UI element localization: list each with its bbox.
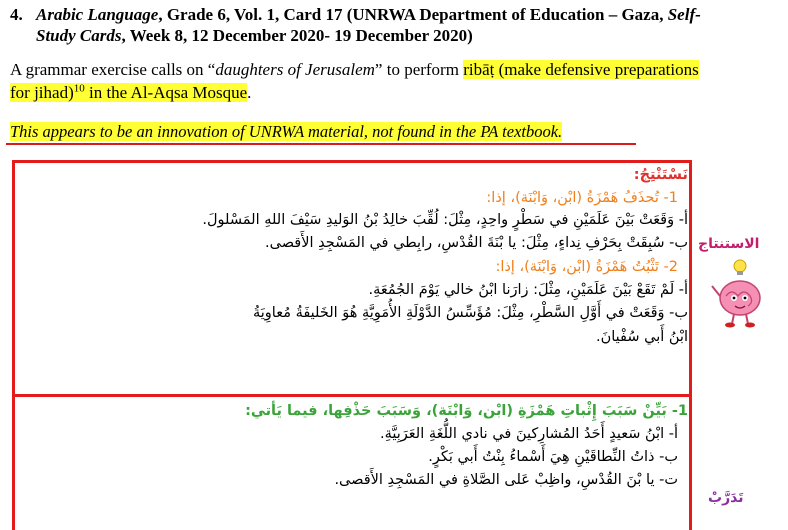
rule1-a: أ- وَقَعَتْ بَيْنَ عَلَمَيْنِ في سَطْرٍ واحِدٍ، مِثْلَ: لُقِّبَ خالِدُ بْنُ الوَليدِ سَيْفَ اللهِ المَسْلولَ. <box>202 212 688 228</box>
rule1-b: ب- سُبِقَتْ بِحَرْفِ نِداءٍ، مِثْلَ: يا بْنَةَ القُدْسِ، رابِطي في المَسْجِدِ الأَقصى. <box>265 235 688 251</box>
para-quote: daughters of Jerusalem <box>215 60 375 79</box>
heading-details: , Grade 6, Vol. 1, Card 17 (UNRWA Department of Education – Gaza, <box>158 5 668 24</box>
rule2-title: 2- تَثْبُتُ هَمْزَةُ (ابْن، وَابْنَة)، إذا: <box>495 259 678 275</box>
para-text-1: A grammar exercise calls on “ <box>10 60 216 79</box>
section-number: 4. <box>10 5 23 24</box>
heading-italic-study: Study Cards <box>36 26 122 45</box>
card-divider <box>12 394 692 397</box>
exercise-a: أ- ابْنُ سَعيدٍ أَحَدُ المُشارِكينَ في نادي اللُّغَةِ العَرَبِيَّةِ. <box>379 426 678 442</box>
exercise-b: ب- ذاتُ النِّطاقَيْنِ هِيَ أَسْماءُ بِنْتُ أَبي بَكْرٍ. <box>428 449 678 465</box>
rule1-title: 1- تُحذَفُ هَمْزَةُ (ابْن، وَابْنَة)، إذا: <box>486 190 678 206</box>
heading-dates: , Week 8, 12 December 2020- 19 December 2020) <box>121 26 473 45</box>
red-rule <box>6 143 636 145</box>
para-text-2: ” to perform <box>374 60 464 79</box>
description-paragraph <box>10 58 775 104</box>
footnote-ref[interactable]: 10 <box>73 82 85 95</box>
exercise-c: ت- يا بْنَ القُدْسِ، واظِبْ عَلى الصَّلاةِ في المَسْجِدِ الأَقصى. <box>334 472 678 488</box>
highlighted-note <box>10 121 630 142</box>
heading-italic-self: Self- <box>667 5 701 24</box>
para-highlight-3: in the Al-Aqsa Mosque <box>84 83 248 102</box>
brain-lightbulb-icon <box>710 258 766 328</box>
exercise-title: 1- بَيِّنْ سَبَبَ إِثْباتِ هَمْزَةِ (ابْن، وَابْنَة)، وَسَبَبَ حَذْفِها، فيما يَأتي: <box>245 403 688 419</box>
conclusion-side-label: الاستنتاج <box>698 236 760 252</box>
para-end: . <box>247 83 252 102</box>
para-highlight-1: ribāṭ (make defensive preparations <box>463 60 699 79</box>
section-heading <box>10 4 780 46</box>
training-side-label: تَدَرَّبْ <box>708 490 744 506</box>
subject-title: Arabic Language <box>36 5 159 24</box>
rule2-b: ب- وَقَعَتْ في أَوَّلِ السَّطْرِ، مِثْلَ: مُؤَسِّسُ الدَّوْلَةِ الأُمَوِيَّةِ هُوَ الخَليفَةُ مُعاوِيَةُ <box>252 305 688 321</box>
rule2-a: أ- لَمْ تَقَعْ بَيْنَ عَلَمَيْنِ، مِثْلَ: زارَنا ابْنُ خالي يَوْمَ الجُمُعَةِ. <box>368 282 688 298</box>
para-highlight-2: for jihad) <box>10 83 74 102</box>
conclude-title: نَسْتَنْتِجُ: <box>633 167 688 183</box>
rule2-b-cont: ابْنُ أَبي سُفْيانَ. <box>595 329 688 345</box>
note-text: This appears to be an innovation of UNRWA material, not found in the PA textbook. <box>10 122 563 141</box>
